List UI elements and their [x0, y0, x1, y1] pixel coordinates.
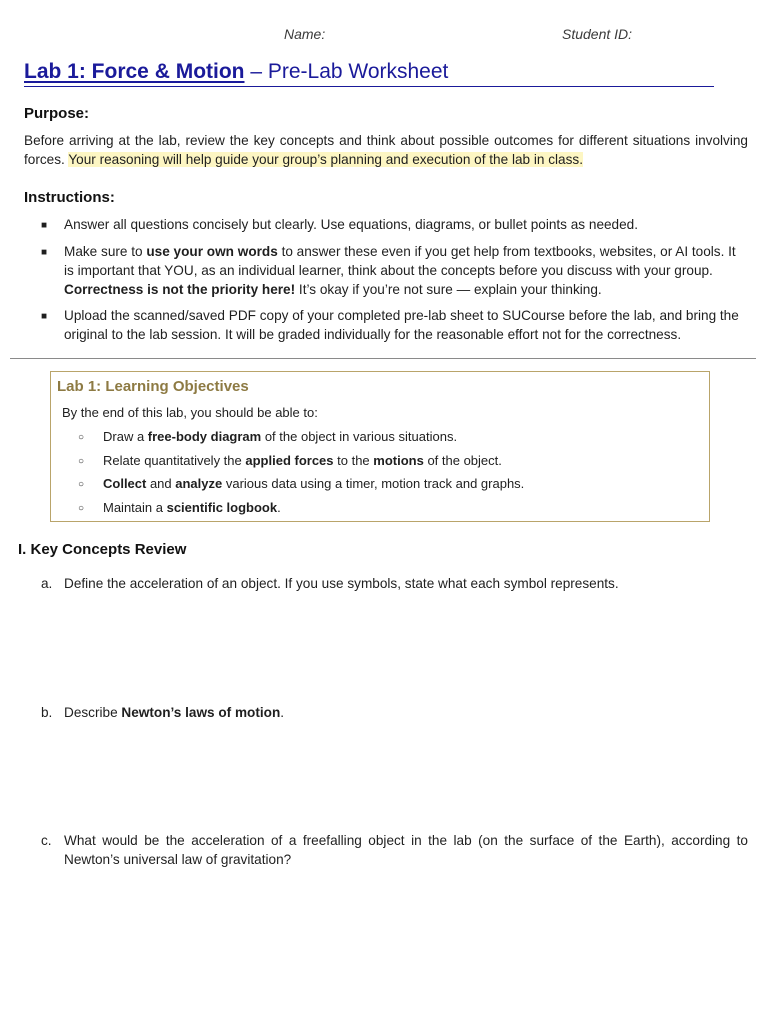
learning-objectives-list — [78, 426, 524, 520]
student-id-field-label: Student ID: — [562, 26, 633, 42]
page-title-subtitle: – Pre-Lab Worksheet — [244, 60, 449, 83]
question-label: a. — [41, 576, 53, 591]
list-item — [24, 242, 748, 299]
question-label: b. — [41, 705, 53, 720]
question-c — [41, 831, 748, 869]
instruction-text: Upload the scanned/saved PDF copy of your completed pre-lab sheet to SUCourse before the lab, and bring the original to the lab session. It will be graded individually for the reasonable effort not for the correctness. — [64, 308, 739, 342]
instruction-text: Answer all questions concisely but clearly. Use equations, diagrams, or bullet points as needed. — [64, 217, 639, 232]
list-item — [78, 497, 524, 521]
question-text: Define the acceleration of an object. If you use symbols, state what each symbol represents. — [64, 576, 619, 591]
square-bullet-icon: ■ — [41, 247, 48, 258]
objective-text: Maintain a scientific logbook. — [103, 499, 281, 515]
square-bullet-icon: ■ — [41, 220, 48, 231]
list-item — [78, 426, 524, 450]
question-text: Describe Newton’s laws of motion. — [64, 705, 285, 720]
circle-bullet-icon: ○ — [78, 479, 85, 490]
question-b — [41, 703, 748, 722]
objective-text: Draw a free-body diagram of the object in various situations. — [103, 429, 458, 444]
circle-bullet-icon: ○ — [78, 455, 85, 467]
question-a — [41, 574, 748, 593]
section-divider — [10, 358, 756, 359]
purpose-paragraph — [24, 131, 748, 169]
circle-bullet-icon: ○ — [78, 502, 85, 514]
question-text: What would be the acceleration of a freefalling object in the lab (on the surface of the Earth), according to Newton’s universal law of gravitation? — [64, 833, 748, 867]
page-title — [24, 60, 714, 87]
list-item — [78, 450, 524, 474]
question-label: c. — [41, 833, 52, 848]
name-field-label: Name: — [284, 26, 326, 42]
circle-bullet-icon: ○ — [78, 432, 85, 443]
key-concepts-heading: I. Key Concepts Review — [18, 541, 187, 558]
objective-text: Collect and analyze various data using a timer, motion track and graphs. — [103, 476, 525, 491]
objective-text: Relate quantitatively the applied forces to the motions of the object. — [103, 452, 502, 468]
learning-objectives-title: Lab 1: Learning Objectives — [57, 378, 249, 395]
purpose-highlighted-text: Your reasoning will help guide your group’s planning and execution of the lab in class. — [68, 152, 583, 167]
page-title-main: Lab 1: Force & Motion — [24, 60, 245, 83]
list-item — [24, 306, 748, 344]
instructions-heading: Instructions: — [24, 189, 115, 206]
instructions-list — [24, 215, 748, 351]
purpose-heading: Purpose: — [24, 105, 90, 122]
list-item — [78, 473, 524, 497]
learning-objectives-intro: By the end of this lab, you should be able to: — [62, 405, 318, 420]
purpose-text: Before arriving at the lab, review the key concepts and think about possible outcomes for different situations involving forces. — [24, 133, 748, 167]
instruction-text: Make sure to use your own words to answer these even if you get help from textbooks, websites, or AI tools. It is important that YOU, as an individual learner, think about the concepts before you discuss with your group. Correctness is not the priority here! It’s okay if you’re not sure — explain your thinking. — [64, 244, 736, 297]
list-item — [24, 215, 748, 235]
square-bullet-icon: ■ — [41, 311, 48, 322]
